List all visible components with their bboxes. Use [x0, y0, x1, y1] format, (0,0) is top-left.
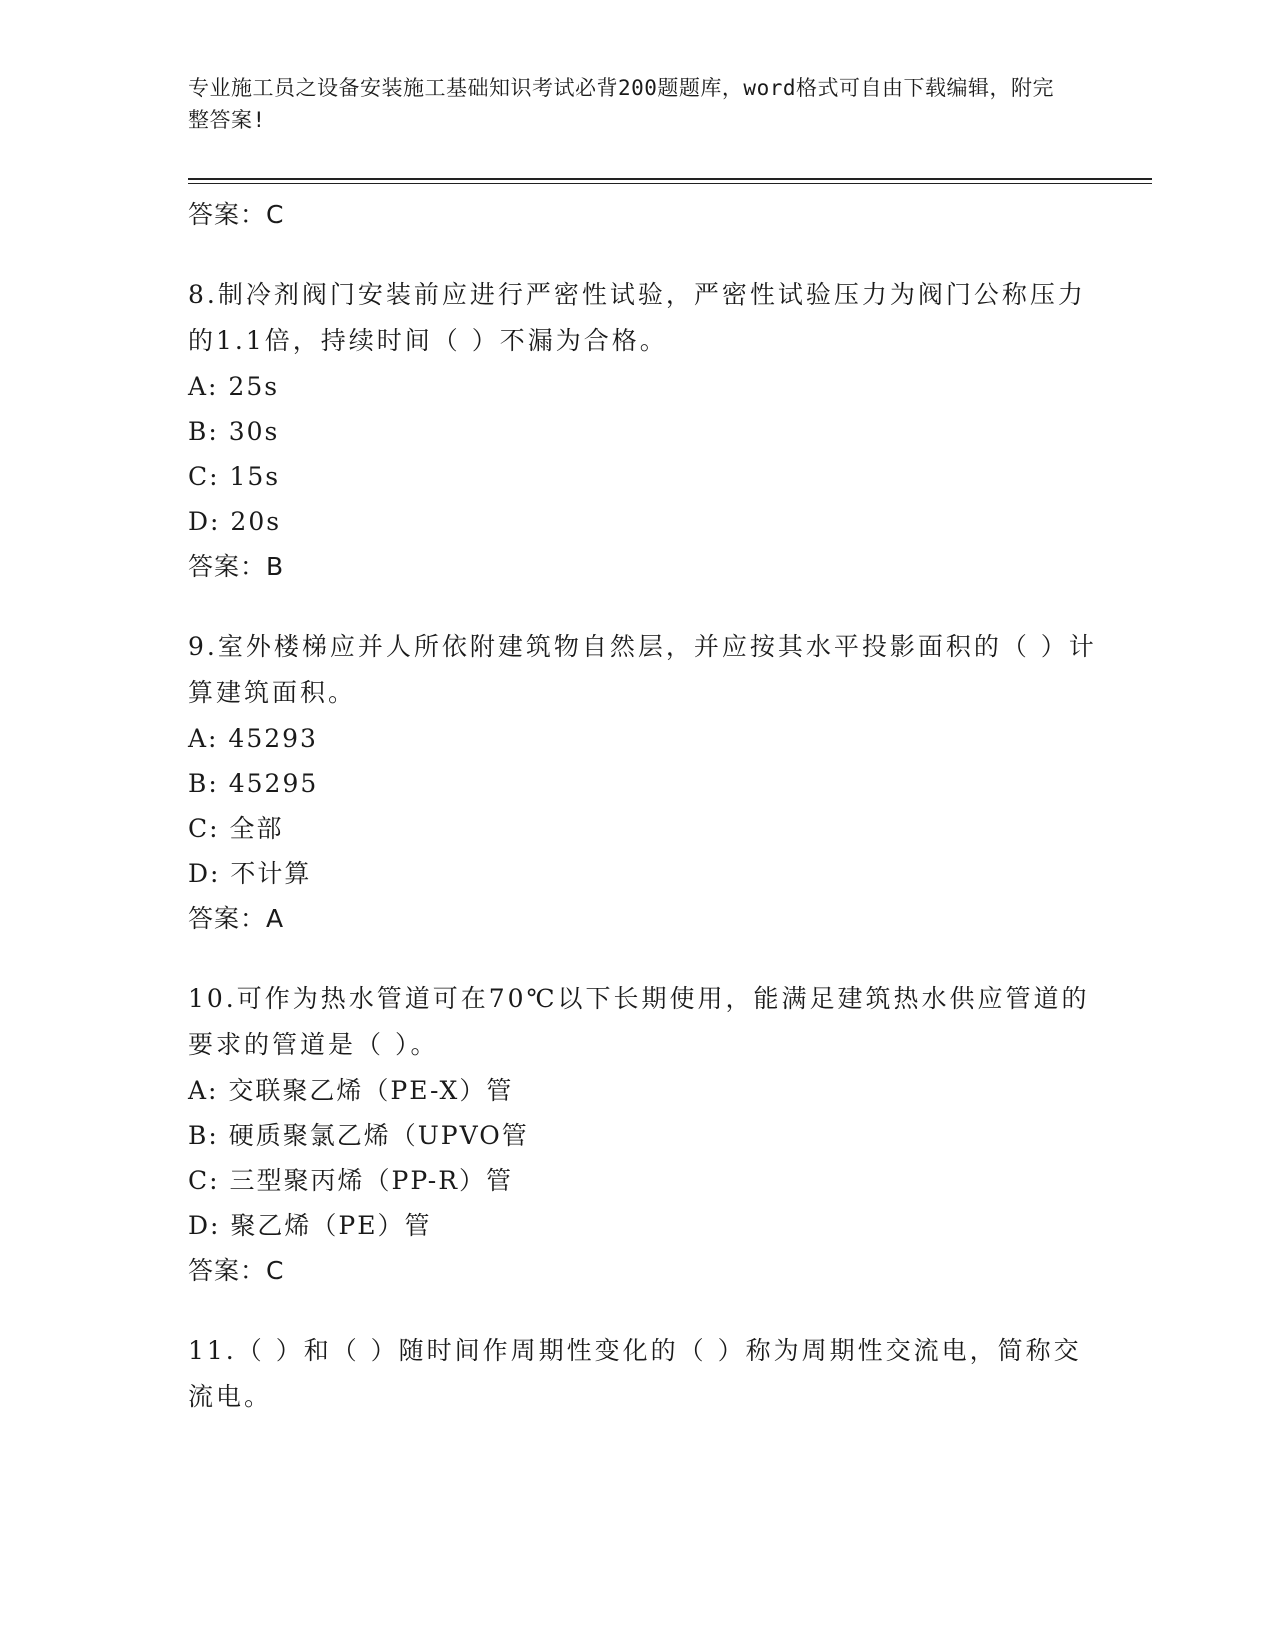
document-body [188, 192, 1108, 1420]
question-9 [188, 624, 1108, 942]
option-d: D: 聚乙烯（PE）管 [188, 1211, 432, 1240]
header-divider-thick [188, 178, 1152, 180]
previous-question-answer: 答案：C [188, 200, 285, 229]
question-answer: 答案：B [188, 552, 285, 581]
option-b: B: 30s [188, 417, 280, 446]
question-answer: 答案：A [188, 904, 285, 933]
option-c: C: 全部 [188, 814, 284, 843]
question-stem: 9.室外楼梯应并人所依附建筑物自然层，并应按其水平投影面积的（ ）计算建筑面积。 [188, 632, 1097, 707]
header-divider-thin [188, 183, 1152, 184]
question-stem: 11.（ ）和（ ）随时间作周期性变化的（ ）称为周期性交流电，简称交流电。 [188, 1336, 1082, 1411]
option-b: B: 硬质聚氯乙烯（UPVO管 [188, 1121, 529, 1150]
option-a: A: 25s [188, 372, 280, 401]
question-11 [188, 1328, 1108, 1420]
option-d: D: 20s [188, 507, 282, 536]
question-8 [188, 272, 1108, 590]
option-c: C: 15s [188, 462, 281, 491]
question-10 [188, 976, 1108, 1294]
option-a: A: 交联聚乙烯（PE-X）管 [188, 1076, 514, 1105]
question-stem: 8.制冷剂阀门安装前应进行严密性试验，严密性试验压力为阀门公称压力的1.1倍，持续时间（ ）不漏为合格。 [188, 280, 1086, 355]
question-stem: 10.可作为热水管道可在70℃以下长期使用，能满足建筑热水供应管道的要求的管道是（ ）。 [188, 984, 1090, 1059]
option-d: D: 不计算 [188, 859, 312, 888]
question-answer: 答案：C [188, 1256, 285, 1285]
option-c: C: 三型聚丙烯（PP-R）管 [188, 1166, 514, 1195]
option-b: B: 45295 [188, 769, 319, 798]
page-header-title: 专业施工员之设备安装施工基础知识考试必背200题题库，word格式可自由下载编辑，附完整答案! [188, 76, 1054, 132]
option-a: A: 45293 [188, 724, 318, 753]
